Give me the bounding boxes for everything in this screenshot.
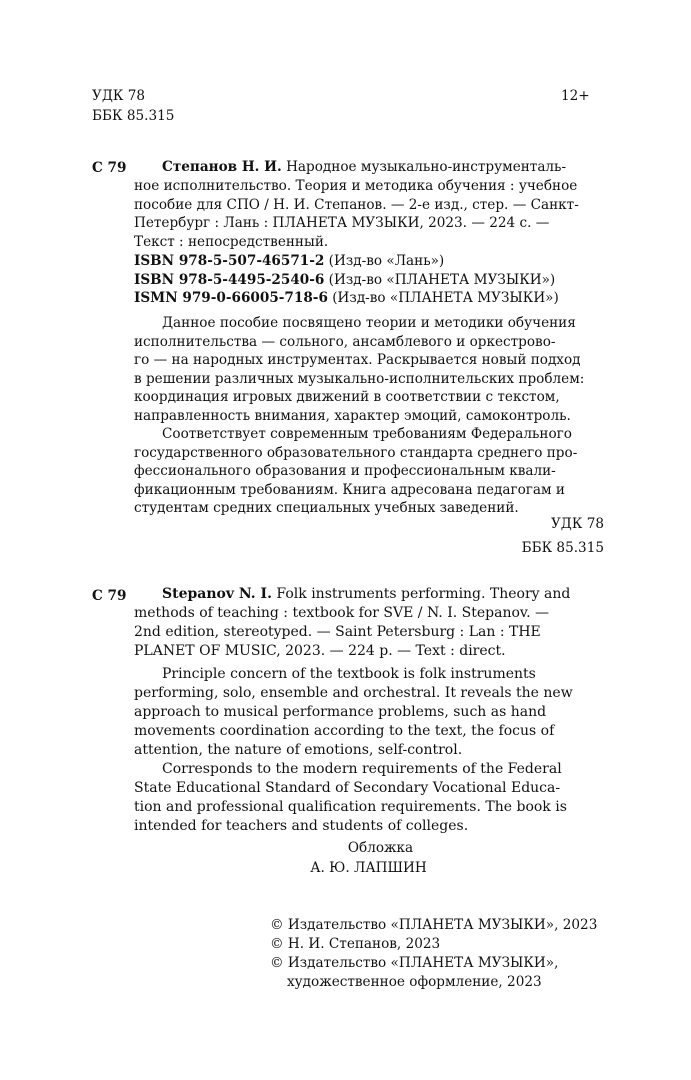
en-abstract [134,665,612,836]
ru-bibliographic-entry [162,158,612,177]
ru-entry-continuation [134,177,612,251]
copyright-line: © Издательство «ПЛАНЕТА МУЗЫКИ», 2023 [270,917,598,933]
header-udk: УДК 78 [92,88,146,104]
en-entry-continuation [134,604,612,661]
ru-abstract-line: Соответствует современным требованиям Федерального [162,426,572,442]
en-classification-code: С 79 [92,588,127,604]
en-abstract-line: State Educational Standard of Secondary Vocational Educa- [134,780,561,796]
en-abstract-line: approach to musical performance problems, such as hand [134,704,547,720]
ru-abstract-line: фикационным требованиям. Книга адресована педагогам и [134,481,565,498]
cover-artist: А. Ю. ЛАПШИН [310,860,427,876]
ru-entry-line: Народное музыкально-инструменталь- [286,159,567,175]
en-abstract-line: Principle concern of the textbook is folk instruments [162,666,536,682]
isbn-publisher: (Изд-во «ПЛАНЕТА МУЗЫКИ») [327,290,559,306]
en-abstract-line: movements coordination according to the text, the focus of [134,723,555,739]
isbn-number: ISBN 978-5-4495-2540-6 [134,271,325,288]
en-entry-line: methods of teaching : textbook for SVE / N. I. Stepanov. — [134,605,550,621]
ismn-row [134,289,559,308]
ru-abstract-line: студентам средних специальных учебных заведений. [134,500,519,516]
ru-abstract-line: координация игровых движений в соответствии с текстом, [134,389,560,405]
en-abstract-line: Corresponds to the modern requirements of the Federal [162,761,562,777]
age-rating: 12+ [561,88,590,104]
ru-classification-code: С 79 [92,160,127,176]
isbn-list [134,252,559,308]
en-bibliographic-entry [162,585,612,604]
ru-entry-line: Текст : непосредственный. [134,233,329,250]
ru-abstract-line: направленность внимания, характер эмоций, самоконтроль. [134,407,571,424]
en-abstract-line: intended for teachers and students of colleges. [134,818,469,834]
header-bbk: ББК 85.315 [92,108,175,124]
ru-entry-line: ное исполнительство. Теория и методика обучения : учебное [134,178,578,194]
en-abstract-line: tion and professional qualification requirements. The book is [134,799,567,815]
en-abstract-line: attention, the nature of emotions, self-control. [134,742,463,758]
isbn-publisher: (Изд-во «ПЛАНЕТА МУЗЫКИ») [324,271,556,288]
copyright-line: © Н. И. Степанов, 2023 [270,936,441,952]
ru-abstract-line: Данное пособие посвящено теории и методики обучения [162,315,576,331]
ru-bbk: ББК 85.315 [521,540,604,556]
ru-abstract-line: государственного образовательного стандарта среднего про- [134,444,578,461]
en-entry-line: PLANET OF MUSIC, 2023. — 224 p. — Text : direct. [134,643,506,659]
cover-label: Обложка [347,840,414,856]
isbn-number: ISBN 978-5-507-46571-2 [134,253,325,269]
ru-abstract-line: исполнительства — сольного, ансамблевого и оркестрово- [134,333,556,350]
ru-udk: УДК 78 [550,516,604,532]
ru-abstract-line: го — на народных инструментах. Раскрывается новый подход [134,352,581,368]
ru-entry-line: пособие для СПО / Н. И. Степанов. — 2-е изд., стер. — Санкт- [134,196,579,213]
copyright-line: © Издательство «ПЛАНЕТА МУЗЫКИ», [270,955,559,971]
en-author: Stepanov N. I. [162,586,272,602]
ru-entry-line: Петербург : Лань : ПЛАНЕТА МУЗЫКИ, 2023. — 224 с. — [134,215,550,231]
copyright-line: художественное оформление, 2023 [287,974,542,990]
ru-author: Степанов Н. И. [162,159,282,175]
en-entry-line: Folk instruments performing. Theory and [276,586,571,602]
ismn-number: ISMN 979-0-66005-718-6 [134,290,328,306]
en-entry-line: 2nd edition, stereotyped. — Saint Petersburg : Lan : THE [134,624,541,640]
isbn-publisher: (Изд-во «Лань») [324,253,445,269]
isbn-row [134,271,559,290]
ru-abstract [134,314,612,518]
ru-abstract-line: фессионального образования и профессиональным квали- [134,463,556,479]
ru-abstract-line: в решении различных музыкально-исполнительских проблем: [134,370,585,387]
copyright-block [270,916,597,992]
isbn-row [134,252,559,271]
en-abstract-line: performing, solo, ensemble and orchestral. It reveals the new [134,685,573,701]
